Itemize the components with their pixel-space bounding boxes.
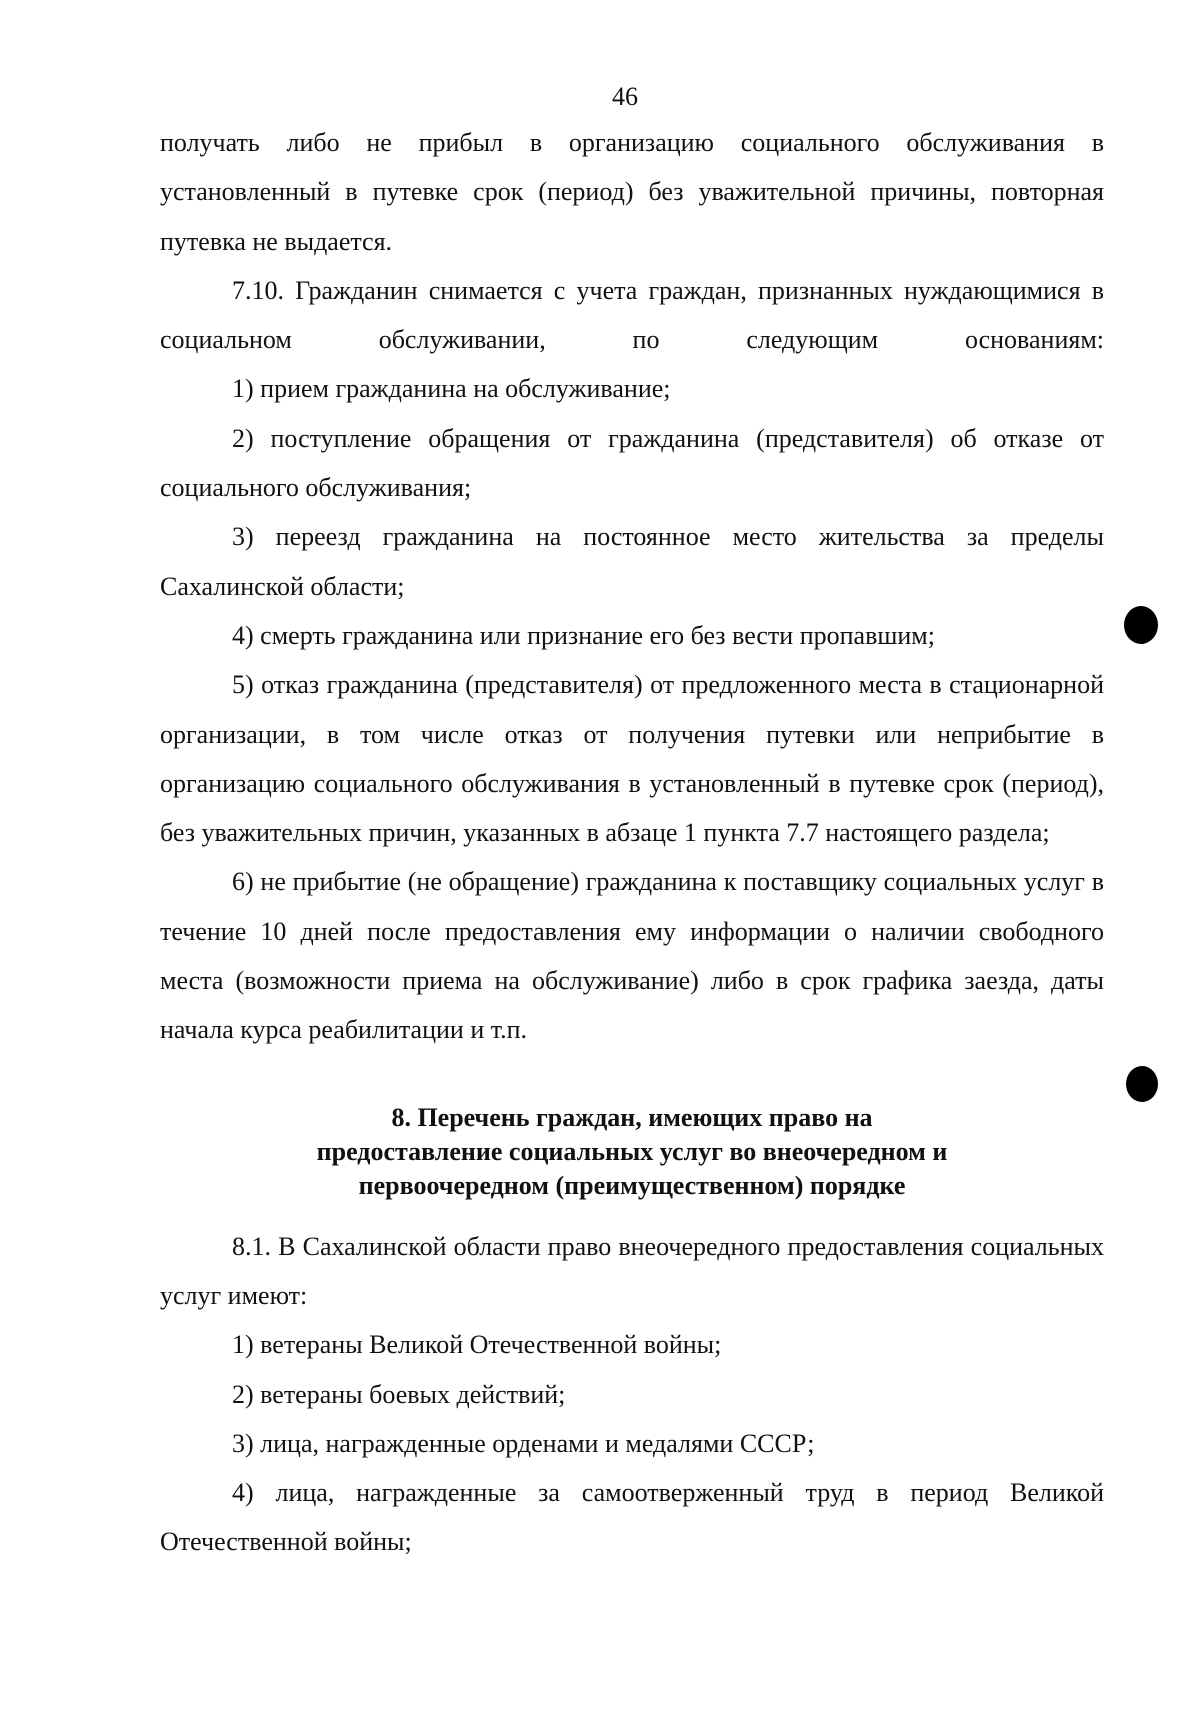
list-item-6: 6) не прибытие (не обращение) гражданина к поставщику социальных услуг в течение 10 дней после предоставления ему информации о наличии свободного места (возможности приема на обслуживание) либо в срок графика заезда, даты начала курса реабилитации и т.п.	[160, 867, 1104, 1045]
section-list-item-4: 4) лица, награжденные за самоотверженный труд в период Великой Отечественной войны;	[160, 1478, 1104, 1557]
section-heading-line-2: предоставление социальных услуг во внеочередном и	[316, 1136, 948, 1166]
list-item-2: 2) поступление обращения от гражданина (представителя) об отказе от социального обслуживания;	[160, 423, 1104, 503]
punch-hole-mark	[1124, 606, 1158, 644]
section-heading	[160, 1101, 1104, 1203]
paragraph-7-10: 7.10. Гражданин снимается с учета граждан, признанных нуждающимися в социальном обслуживании, по следующим основаниям:	[160, 275, 1104, 355]
paragraph-8-1: 8.1. В Сахалинской области право внеочередного предоставления социальных услуг имеют:	[160, 1231, 1104, 1310]
list-item-5: 5) отказ гражданина (представителя) от предложенного места в стационарной организации, в том числе отказ от получения путевки или неприбытие в организацию социального обслуживания в установленный в путевке срок (период), без уважительных причин, указанных в абзаце 1 пункта 7.7 настоящего раздела;	[160, 670, 1104, 848]
paragraph-continuation: получать либо не прибыл в организацию социального обслуживания в установленный в путевке срок (период) без уважительной причины, повторная путевка не выдается.	[160, 128, 1104, 256]
document-body	[160, 118, 1104, 1567]
punch-hole-mark	[1126, 1066, 1158, 1102]
section-heading-line-3: первоочередном (преимущественном) порядке	[358, 1170, 906, 1200]
section-heading-line-1: 8. Перечень граждан, имеющих право на	[391, 1102, 873, 1132]
list-item-3: 3) переезд гражданина на постоянное место жительства за пределы Сахалинской области;	[160, 522, 1104, 601]
section-list-item-2: 2) ветераны боевых действий;	[232, 1379, 566, 1409]
section-list-item-3: 3) лица, награжденные орденами и медалями СССР;	[232, 1428, 815, 1458]
page-number: 46	[612, 82, 638, 111]
section-list-item-1: 1) ветераны Великой Отечественной войны;	[232, 1330, 722, 1360]
list-item-4: 4) смерть гражданина или признание его без вести пропавшим;	[232, 620, 935, 650]
list-item-1: 1) прием гражданина на обслуживание;	[232, 374, 671, 404]
